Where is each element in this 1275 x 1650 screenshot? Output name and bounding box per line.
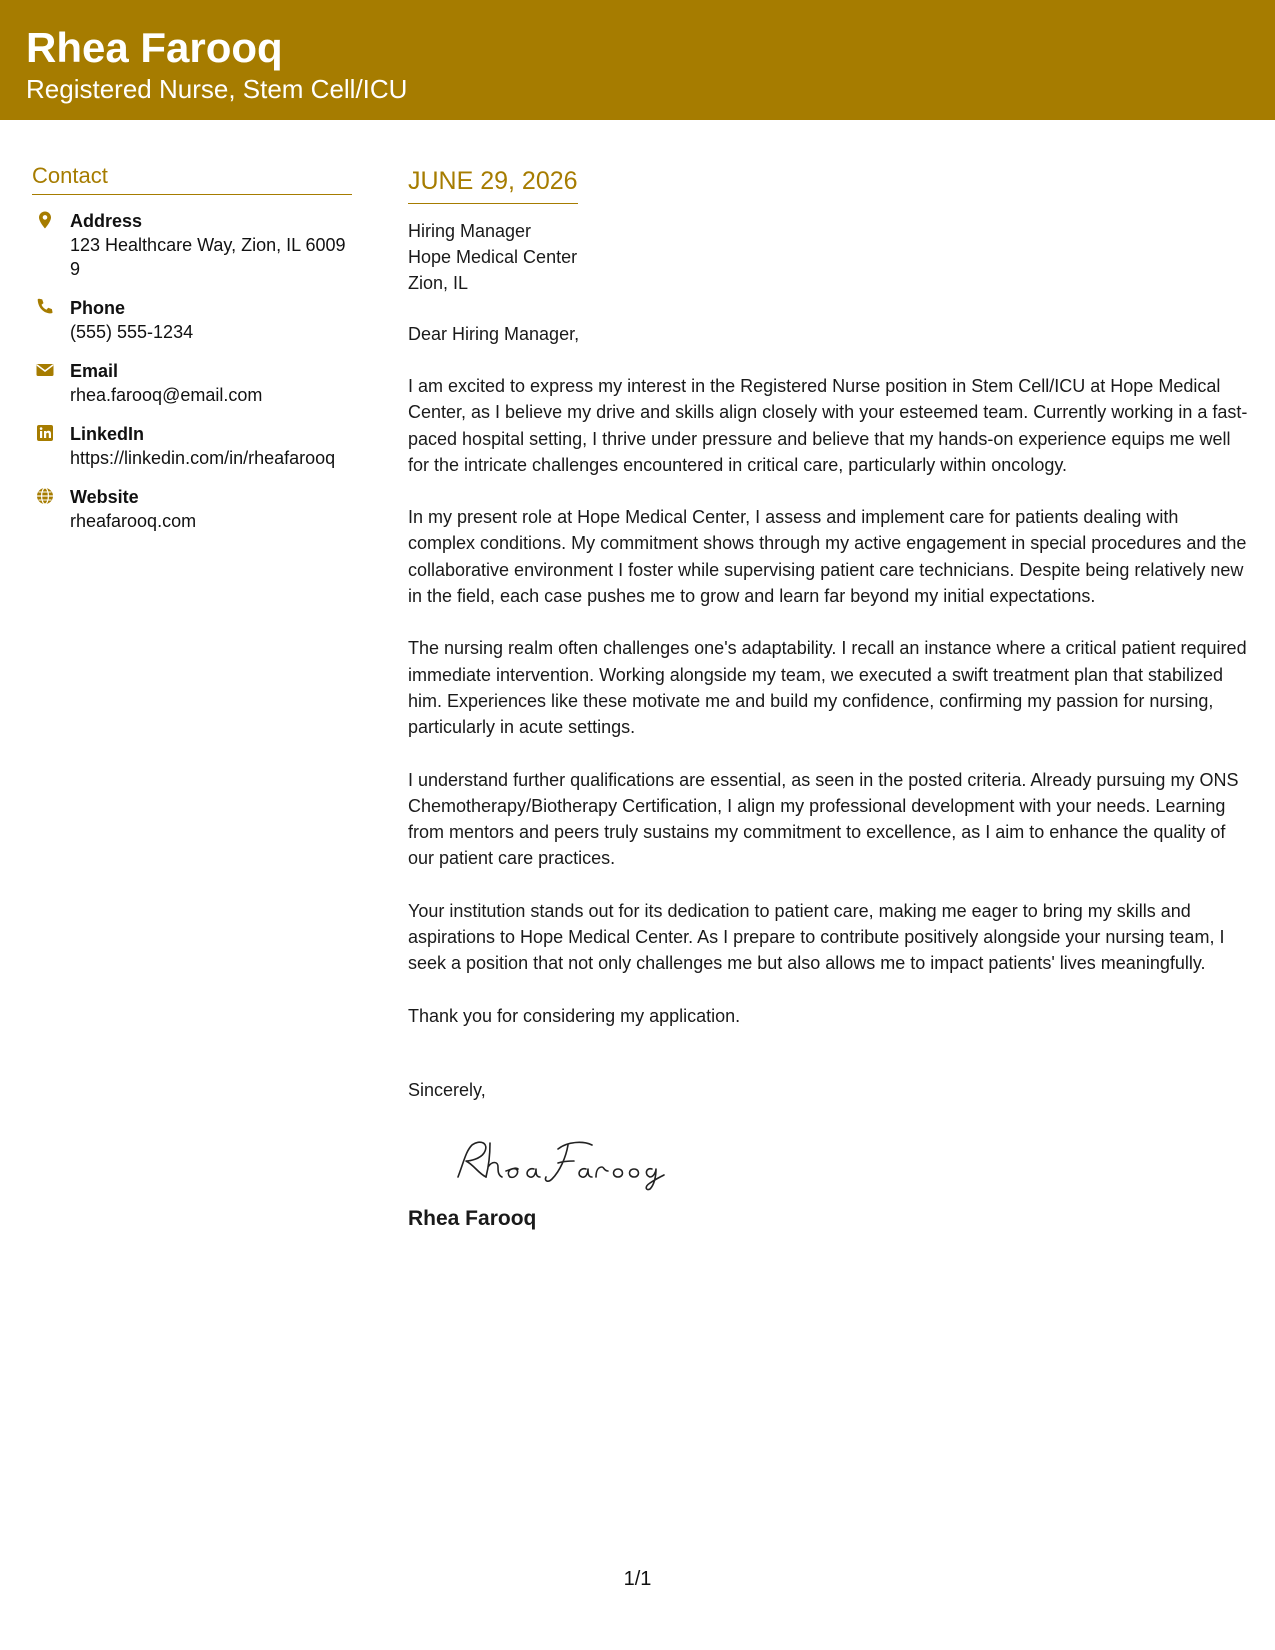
applicant-title: Registered Nurse, Stem Cell/ICU [26, 74, 408, 104]
contact-item-phone [32, 296, 352, 344]
contact-value: rheafarooq.com [70, 511, 197, 531]
contact-sidebar [32, 162, 352, 548]
page-indicator: 1/1 [623, 1568, 652, 1590]
salutation: Dear Hiring Manager, [408, 324, 580, 344]
contact-label: Address [70, 211, 143, 231]
closing: Sincerely, [408, 1079, 486, 1100]
contact-label: Website [70, 487, 139, 507]
letter-paragraph: Thank you for considering my application. [408, 1005, 741, 1026]
contact-label: Email [70, 361, 119, 381]
contact-value: https://linkedin.com/in/rheafarooq [70, 448, 336, 468]
header-banner [0, 0, 1275, 120]
linkedin-icon [35, 423, 55, 443]
letter-paragraph: In my present role at Hope Medical Center, I assess and implement care for patients dealing with complex conditions. My commitment shows through my active engagement in special procedures and the collaborative environment I foster while supervising patient care technicians. Despite being relatively new in the field, each case pushes me to grow and learn far beyond my initial expectations. [408, 507, 1247, 607]
letter-paragraph: Your institution stands out for its dedication to patient care, making me eager to bring my skills and aspirations to Hope Medical Center. As I prepare to contribute positively alongside your nursing team, I seek a position that not only challenges me but also allows me to impact patients' lives meaningfully. [408, 900, 1225, 974]
contact-item-address [32, 209, 352, 281]
recipient-line: Zion, IL [408, 273, 469, 293]
phone-icon [35, 297, 55, 317]
letter-paragraph: The nursing realm often challenges one's adaptability. I recall an instance where a critical patient required immediate intervention. Working alongside my team, we executed a swift treatment plan that stabilized him. Experiences like these motivate me and build my confidence, confirming my passion for nursing, particularly in acute settings. [408, 638, 1247, 738]
recipient-block [408, 218, 1248, 296]
contact-item-website [32, 485, 352, 533]
recipient-line: Hiring Manager [408, 221, 532, 241]
contact-list [32, 209, 352, 533]
contact-label: LinkedIn [70, 424, 145, 444]
contact-value: rhea.farooq@email.com [70, 385, 263, 405]
contact-heading: Contact [32, 162, 352, 195]
handwritten-signature [446, 1131, 1248, 1191]
contact-label: Phone [70, 298, 126, 318]
letter-date: JUNE 29, 2026 [408, 165, 578, 204]
letter-paragraph: I am excited to express my interest in the Registered Nurse position in Stem Cell/ICU at Hope Medical Center, as I believe my drive and skills align closely with your esteemed team. Currently working in a fast-paced hospital setting, I thrive under pressure and believe that my hands-on experience equips me well for the intricate challenges encountered in critical care, particularly within oncology. [408, 376, 1248, 475]
contact-item-linkedin [32, 422, 352, 470]
signed-name: Rhea Farooq [408, 1206, 537, 1230]
contact-value: 123 Healthcare Way, Zion, IL 60099 [70, 235, 346, 279]
contact-value: (555) 555-1234 [70, 322, 194, 342]
contact-item-email [32, 359, 352, 407]
location-pin-icon [35, 210, 55, 230]
globe-icon [35, 486, 55, 506]
recipient-line: Hope Medical Center [408, 247, 578, 267]
letter-body [408, 165, 1248, 1233]
applicant-name: Rhea Farooq [26, 24, 283, 71]
email-icon [35, 360, 55, 380]
letter-paragraph: I understand further qualifications are essential, as seen in the posted criteria. Already pursuing my ONS Chemotherapy/Biotherapy Certification, I align my professional development with your needs. Learning from mentors and peers truly sustains my commitment to excellence, as I aim to enhance the quality of our patient care practices. [408, 769, 1239, 869]
